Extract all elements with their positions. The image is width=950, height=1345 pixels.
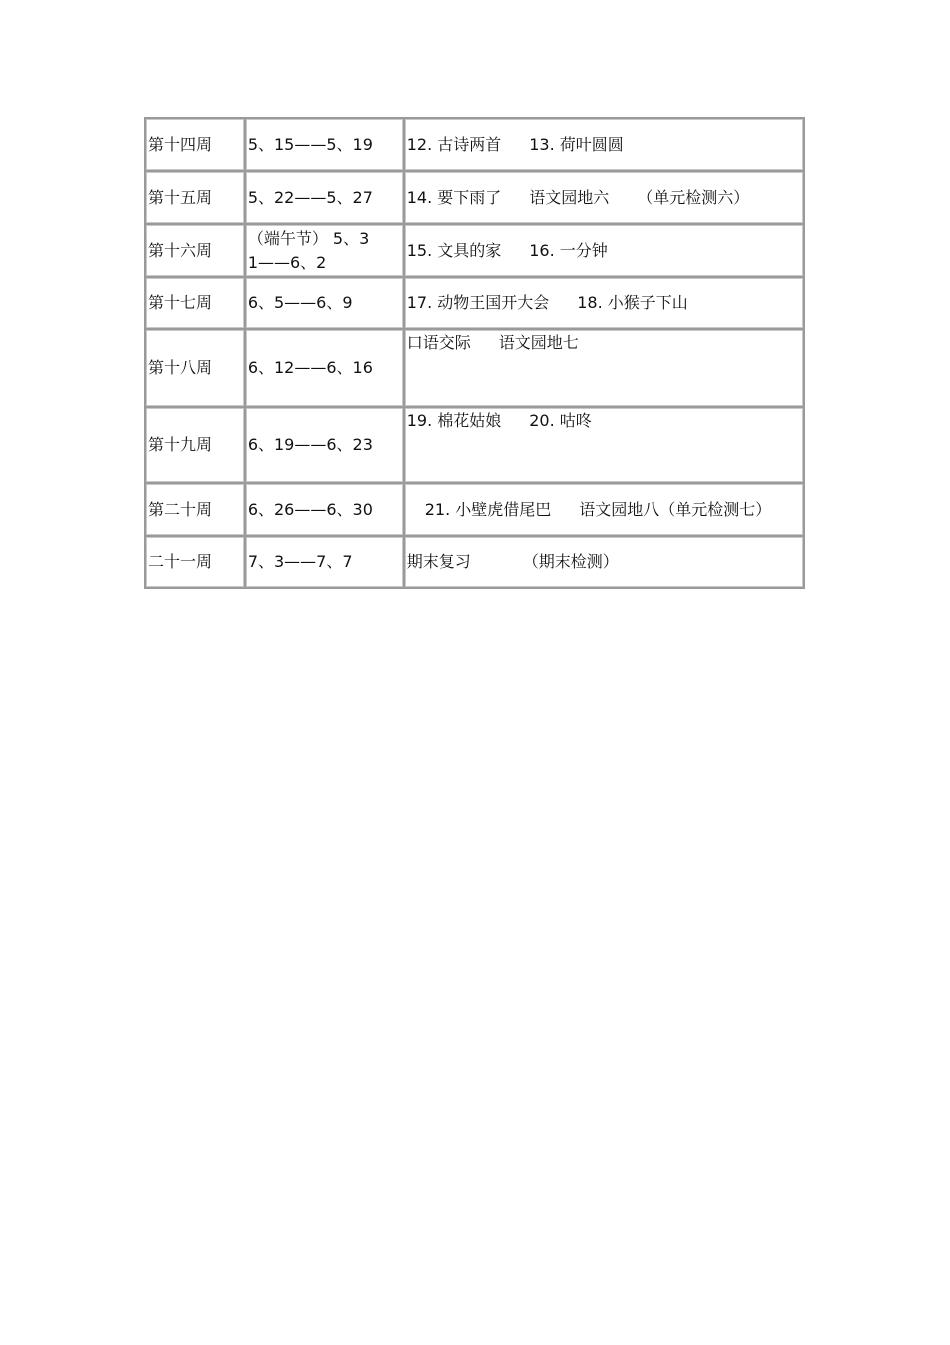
week-cell: 第二十周 [145,483,245,536]
lesson-item: （单元检测六） [637,187,750,207]
lesson-item: 口语交际 [406,333,471,352]
lesson-item: 13. 荷叶圆圆 [529,134,624,154]
lesson-item: 语文园地八（单元检测七） [579,499,772,519]
table-row [145,118,804,171]
week-cell: 第十四周 [145,118,245,171]
lesson-cell [404,536,804,588]
table-row [145,483,804,536]
lesson-item: 17. 动物王国开大会 [406,293,550,312]
week-cell: 二十一周 [145,536,245,588]
lesson-cell [404,118,804,171]
date-cell [245,224,404,277]
lesson-item: 16. 一分钟 [529,240,608,260]
date-cell: 7、3——7、7 [245,536,404,588]
lesson-item: 期末复习 [406,552,471,571]
table-row [145,329,804,407]
lesson-item: （期末检测） [522,552,619,571]
lesson-cell [404,171,804,224]
lesson-item: 语文园地六 [529,187,610,207]
lesson-item: 12. 古诗两首 [406,134,502,154]
date-cell: 5、22——5、27 [245,171,404,224]
lesson-cell [404,277,804,329]
lesson-block [407,409,597,433]
lesson-block [407,331,597,355]
lesson-cell [404,407,804,483]
week-cell: 第十九周 [145,407,245,483]
date-cell: 6、12——6、16 [245,329,404,407]
lesson-cell [404,329,804,407]
lesson-cell [404,483,804,536]
date-cell: 5、15——5、19 [245,118,404,171]
week-cell: 第十五周 [145,171,245,224]
table-row [145,171,804,224]
date-cell: 6、26——6、30 [245,483,404,536]
week-cell: 第十六周 [145,224,245,277]
lesson-item: 语文园地七 [498,333,579,352]
date-cell: 6、19——6、23 [245,407,404,483]
lesson-item: 15. 文具的家 [406,240,502,260]
lesson-item: 18. 小猴子下山 [577,293,688,312]
table-row [145,277,804,329]
week-cell: 第十八周 [145,329,245,407]
lesson-item: 19. 棉花姑娘 [406,411,502,430]
teaching-schedule-table [144,117,805,589]
table-row [145,536,804,588]
date-cell: 6、5——6、9 [245,277,404,329]
lesson-cell [404,224,804,277]
week-cell: 第十七周 [145,277,245,329]
date-text: （端午节） 5、31——6、2 [247,228,370,272]
table-row [145,407,804,483]
lesson-item: 14. 要下雨了 [406,187,502,207]
lesson-item: 20. 咕咚 [529,411,592,430]
table-row [145,224,804,277]
lesson-item: 21. 小壁虎借尾巴 [424,499,552,519]
